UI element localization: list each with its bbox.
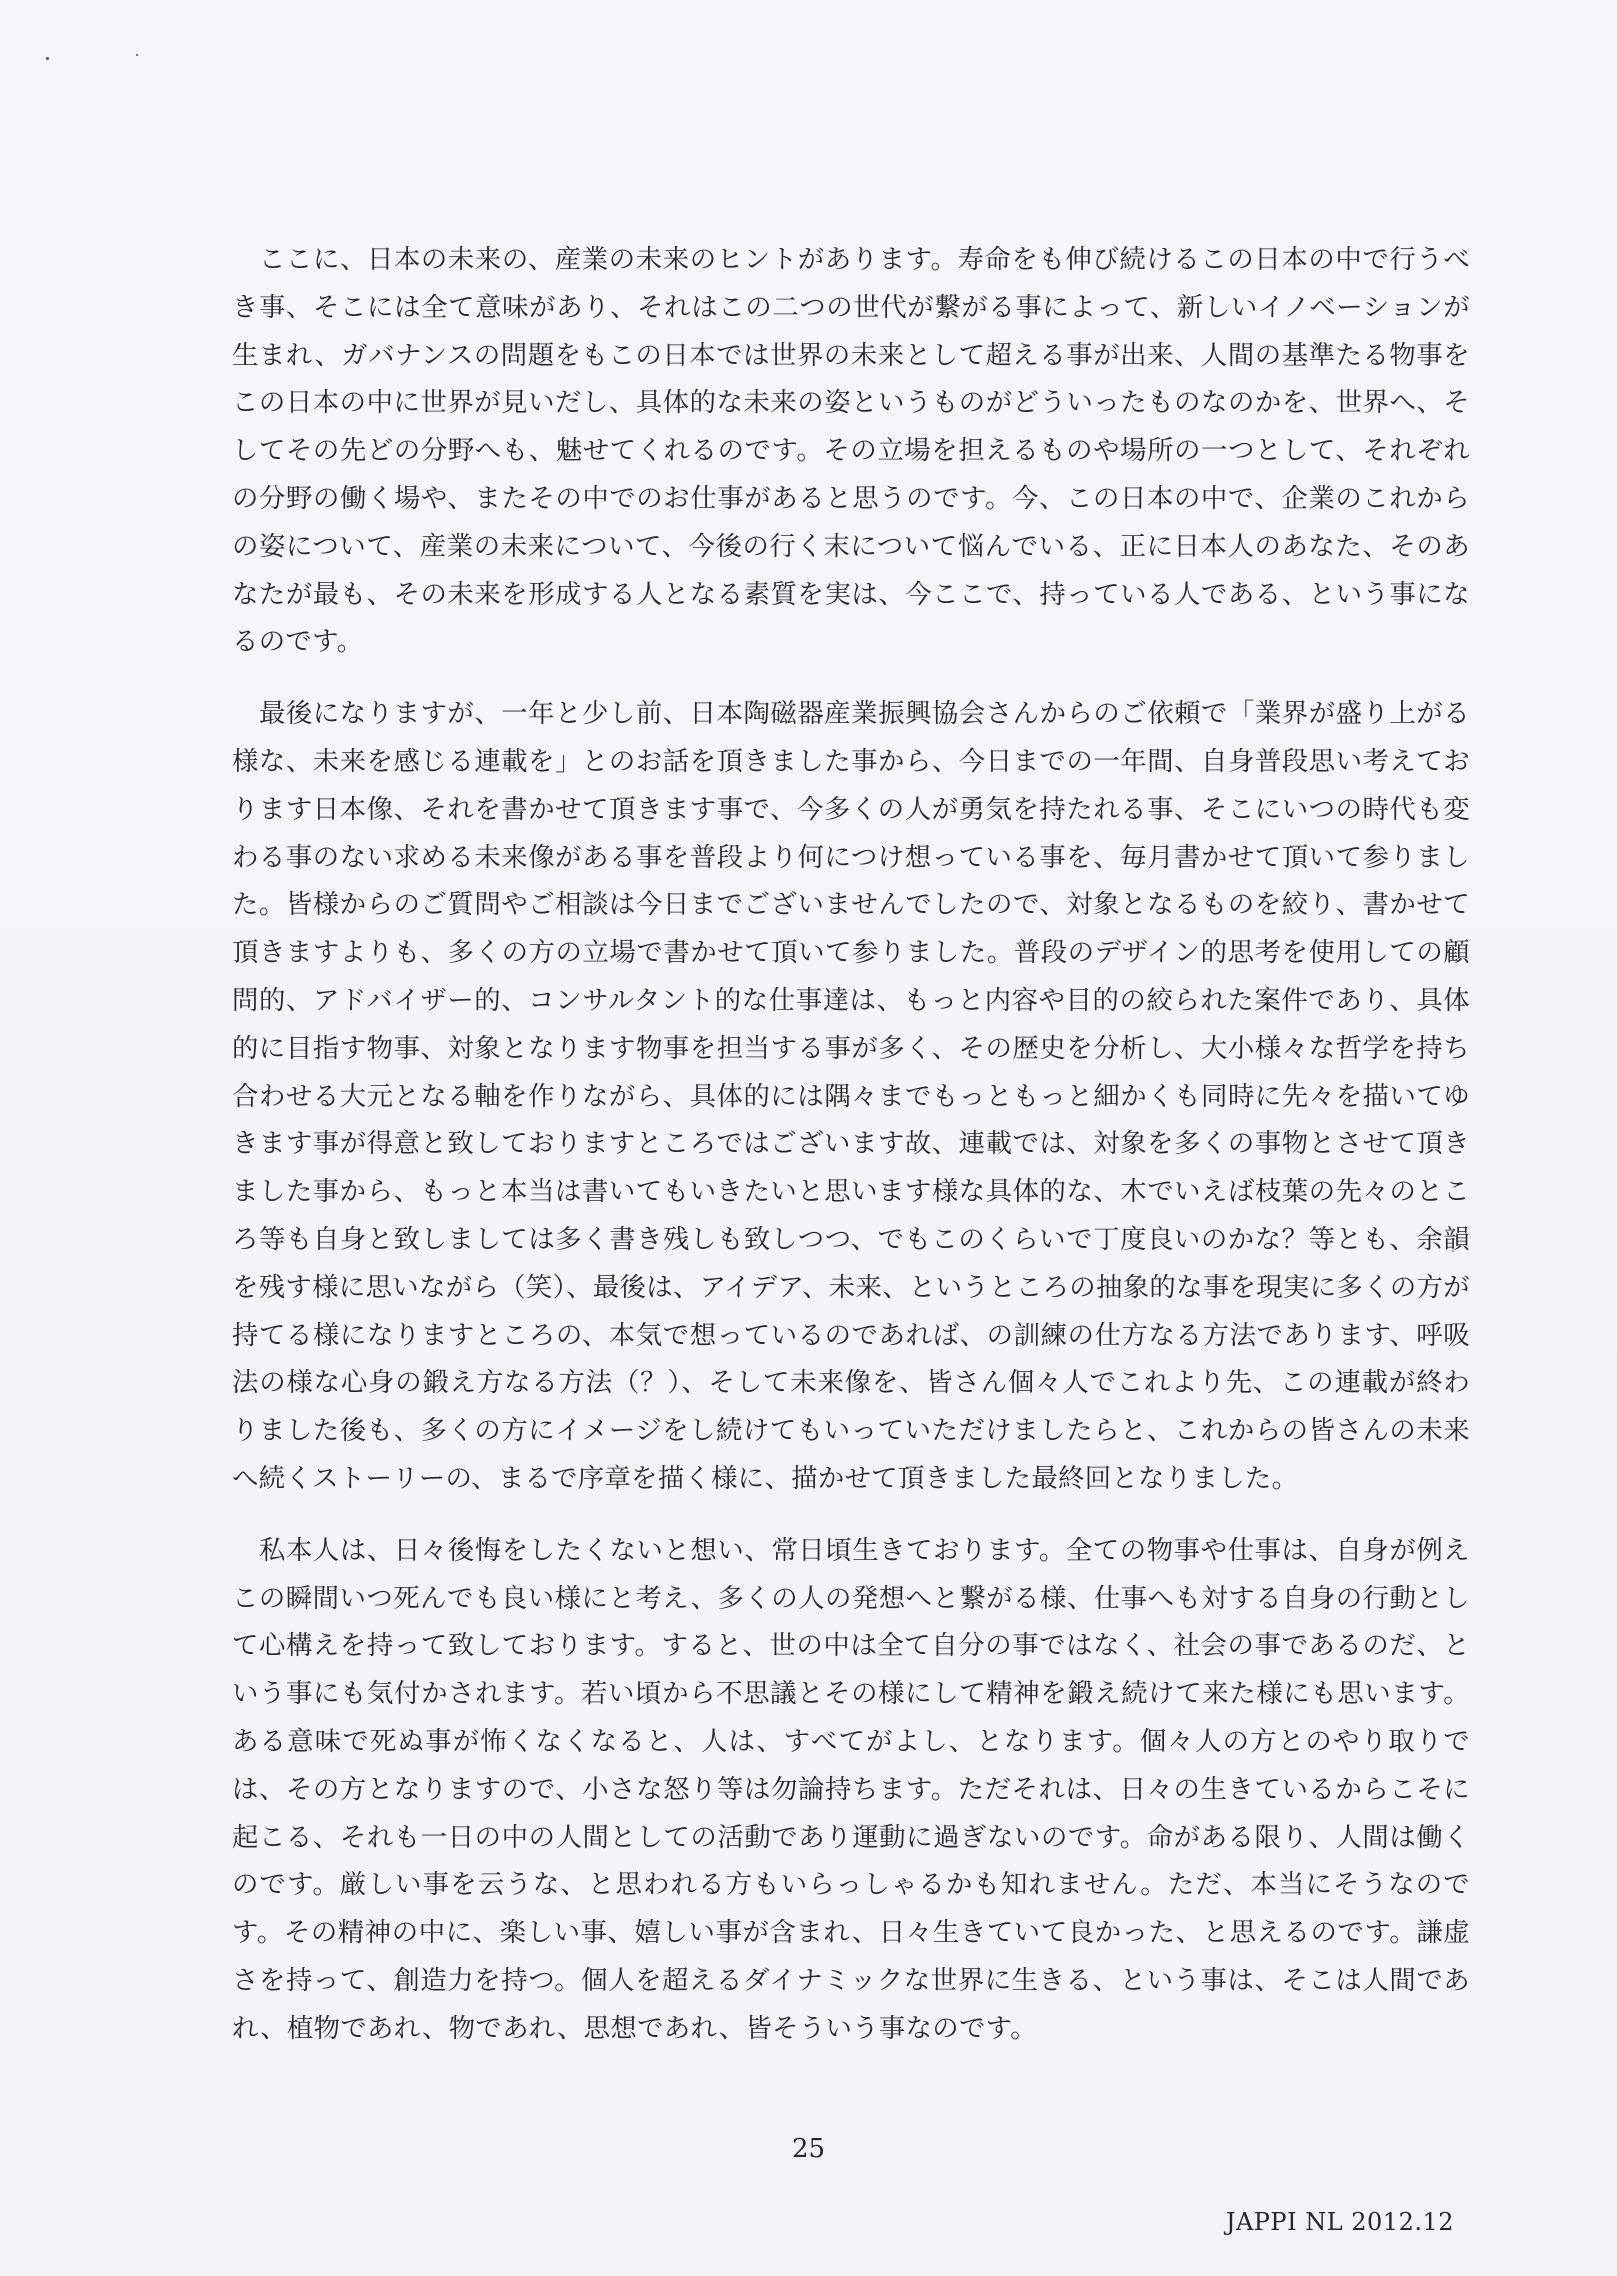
paragraph-3: 私本人は、日々後悔をしたくないと想い、常日頃生きております。全ての物事や仕事は、自身が例えこの瞬間いつ死んでも良い様にと考え、多くの人の発想へと繋がる様、仕事へも対する自身の行動として心構えを持って致しております。すると、世の中は全て自分の事ではなく、社会の事であるのだ、という事にも気付かされます。若い頃から不思議とその様にして精神を鍛え続けて来た様にも思います。ある意味で死ぬ事が怖くなくなると、人は、すべてがよし、となります。個々人の方とのやり取りでは、その方となりますので、小さな怒り等は勿論持ちます。ただそれは、日々の生きているからこそに起こる、それも一日の中の人間としての活動であり運動に過ぎないのです。命がある限り、人間は働くのです。厳しい事を云うな、と思われる方もいらっしゃるかも知れません。ただ、本当にそうなのです。その精神の中に、楽しい事、嬉しい事が含まれ、日々生きていて良かった、と思えるのです。謙虚さを持って、創造力を持つ。個人を超えるダイナミックな世界に生きる、という事は、そこは人間であれ、植物であれ、物であれ、思想であれ、皆そういう事なのです。 [232,1534,1470,2044]
newsletter-footer: JAPPI NL 2012.12 [1225,2208,1454,2236]
paragraph-2: 最後になりますが、一年と少し前、日本陶磁器産業振興協会さんからのご依頼で「業界が盛り上がる様な、未来を感じる連載を」とのお話を頂きました事から、今日までの一年間、自身普段思い考えております日本像、それを書かせて頂きます事で、今多くの人が勇気を持たれる事、そこにいつの時代も変わる事のない求める未来像がある事を普段より何につけ想っている事を、毎月書かせて頂いて参りました。皆様からのご質問やご相談は今日までございませんでしたので、対象となるものを絞り、書かせて頂きますよりも、多くの方の立場で書かせて頂いて参りました。普段のデザイン的思考を使用しての顧問的、アドバイザー的、コンサルタント的な仕事達は、もっと内容や目的の絞られた案件であり、具体的に目指す物事、対象となります物事を担当する事が多く、その歴史を分析し、大小様々な哲学を持ち合わせる大元となる軸を作りながら、具体的には隅々までもっともっと細かくも同時に先々を描いてゆきます事が得意と致しておりますところではございます故、連載では、対象を多くの事物とさせて頂きました事から、もっと本当は書いてもいきたいと思います様な具体的な、木でいえば枝葉の先々のところ等も自身と致しましては多く書き残しも致しつつ、でもこのくらいで丁度良いのかな？等とも、余韻を残す様に思いながら（笑）、最後は、アイデア、未来、というところの抽象的な事を現実に多くの方が持てる様になりますところの、本気で想っているのであれば、の訓練の仕方なる方法であります、呼吸法の様な心身の鍛え方なる方法（？）、そして未来像を、皆さん個々人でこれより先、この連載が終わりました後も、多くの方にイメージをし続けてもいっていただけましたらと、これからの皆さんの未来へ続くストーリーの、まるで序章を描く様に、描かせて頂きました最終回となりました。 [232,698,1470,1494]
paragraph-1: ここに、日本の未来の、産業の未来のヒントがあります。寿命をも伸び続けるこの日本の中で行うべき事、そこには全て意味があり、それはこの二つの世代が繋がる事によって、新しいイノベーションが生まれ、ガバナンスの問題をもこの日本では世界の未来として超える事が出来、人間の基準たる物事をこの日本の中に世界が見いだし、具体的な未来の姿というものがどういったものなのかを、世界へ、そしてその先どの分野へも、魅せてくれるのです。その立場を担えるものや場所の一つとして、それぞれの分野の働く場や、またその中でのお仕事があると思うのです。今、この日本の中で、企業のこれからの姿について、産業の未来について、今後の行く末について悩んでいる、正に日本人のあなた、そのあなたが最も、その未来を形成する人となる素質を実は、今ここで、持っている人である、という事になるのです。 [232,244,1470,658]
page-number: 25 [791,2134,826,2164]
scan-speck [46,57,49,60]
article-body [232,236,1470,2076]
scan-speck [136,54,138,56]
